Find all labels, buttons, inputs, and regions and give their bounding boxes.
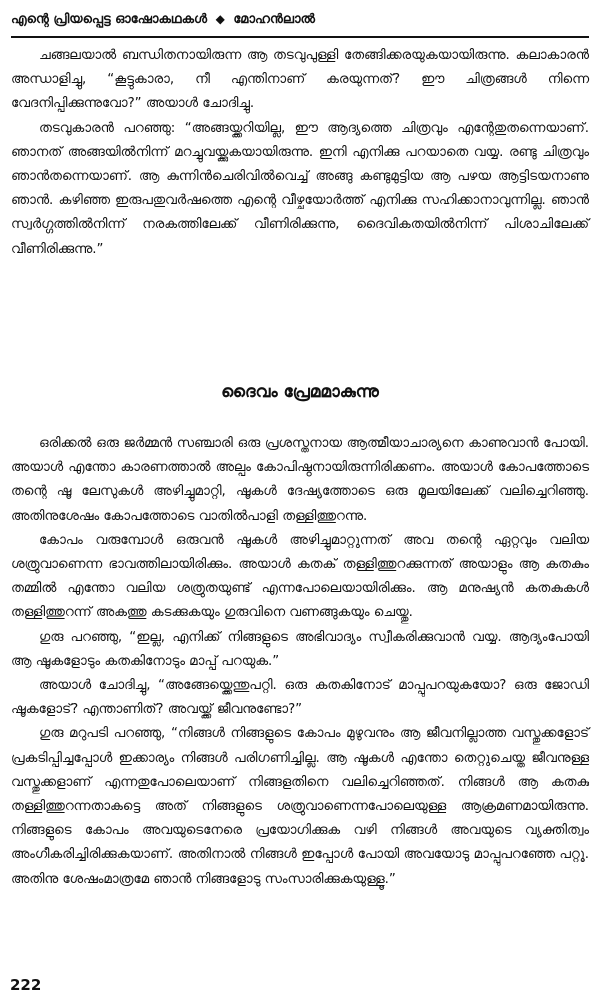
paragraph: ഗുരു പറഞ്ഞു, “ഇല്ല, എനിക്ക് നിങ്ങളുടെ അഭിവാദ്യം സ്വീകരിക്കുവാൻ വയ്യ. ആദ്യംപോയി ആ ഷൂകളോടും കതകിനോടും മാപ്പ് പറയുക.” (11, 629, 589, 669)
page-number: 222 (10, 976, 42, 994)
paragraph: ചങ്ങലയാൽ ബന്ധിതനായിരുന്ന ആ തടവുപുള്ളി തേങ്ങിക്കരയുകയായിരുന്നു. കലാകാരൻ അന്ധാളിച്ചു, “കൂട്ടുകാരാ, നീ എന്തിനാണ് കരയുന്നത്? ഈ ചിത്രങ്ങൾ നിന്നെ വേദനിപ്പിക്കുന്നുവോ?” അയാൾ ചോദിച്ചു. (11, 48, 589, 112)
author-name: മോഹൻലാൽ (233, 12, 316, 27)
running-header (11, 8, 589, 38)
previous-story-ending (11, 44, 589, 262)
book-title: എന്റെ പ്രിയപ്പെട്ട ഓഷോകഥകൾ (11, 12, 208, 27)
section-title: ദൈവം പ്രേമമാകുന്നു (221, 382, 379, 402)
diamond-separator-icon: ◆ (215, 12, 225, 26)
paragraph: അയാൾ ചോദിച്ചു, “അങ്ങേയ്ക്കെന്തുപറ്റി. ഒരു കതകിനോട് മാപ്പുപറയുകയോ? ഒരു ജോഡി ഷൂകളോട്? എന്താണിത്? അവയ്ക്ക് ജീവനുണ്ടോ?” (11, 678, 589, 718)
story-body (11, 432, 589, 892)
paragraph: ഗുരു മറുപടി പറഞ്ഞു, “നിങ്ങൾ നിങ്ങളുടെ കോപം മുഴുവനും ആ ജീവനില്ലാത്ത വസ്തുക്കളോട് പ്രകടിപ്പിച്ചപ്പോൾ ഇക്കാര്യം നിങ്ങൾ പരിഗണിച്ചില്ല. ആ ഷൂകൾ എന്തോ തെറ്റുചെയ്ത ജീവനുള്ള വസ്തുക്കളാണ് എന്നതുപോലെയാണ് നിങ്ങളതിനെ വലിച്ചെറിഞ്ഞത്. നിങ്ങൾ ആ കതകു തള്ളിത്തുറന്നതാകട്ടെ അത് നിങ്ങളുടെ ശത്രുവാണെന്നപോലെയുള്ള ആക്രമണമായിരുന്നു. നിങ്ങളുടെ കോപം അവയുടെനേരെ പ്രയോഗിക്കുക വഴി നിങ്ങൾ അവയുടെ വ്യക്തിത്വം അംഗീകരിച്ചിരിക്കുകയാണ്. അതിനാൽ നിങ്ങൾ ഇപ്പോൾ പോയി അവയോടു മാപ്പുപറഞ്ഞേ പറ്റൂ. അതിനു ശേഷംമാത്രമേ ഞാൻ നിങ്ങളോടു സംസാരിക്കുകയുള്ളൂ.” (11, 726, 589, 887)
paragraph: കോപം വരുമ്പോൾ ഒരുവൻ ഷൂകൾ അഴിച്ചുമാറ്റുന്നത് അവ തന്റെ ഏറ്റവും വലിയ ശത്രുവാണെന്ന ഭാവത്തിലായിരിക്കും. അയാൾ കതക് തള്ളിത്തുറക്കുന്നത് അയാളും ആ കതകും തമ്മിൽ എന്തോ വലിയ ശത്രുതയുണ്ട് എന്നപോലെയായിരിക്കും. ആ മനുഷ്യൻ കതകുകൾ തള്ളിത്തുറന്ന് അകത്തു കടക്കുകയും ഗുരുവിനെ വണങ്ങുകയും ചെയ്തു. (11, 532, 589, 621)
paragraph: ഒരിക്കൽ ഒരു ജർമ്മൻ സഞ്ചാരി ഒരു പ്രശസ്തനായ ആത്മീയാചാര്യനെ കാണുവാൻ പോയി. അയാൾ എന്തോ കാരണത്താൽ അല്പം കോപിഷ്ഠനായിരുന്നിരിക്കണം. അയാൾ കോപത്തോടെ തന്റെ ഷൂ ലേസുകൾ അഴിച്ചുമാറ്റി, ഷൂകൾ ദേഷ്യത്തോടെ ഒരു മൂലയിലേക്ക് വലിച്ചെറിഞ്ഞു. അതിനുശേഷം കോപത്തോടെ വാതിൽപാളി തള്ളിത്തുറന്നു. (11, 436, 589, 524)
paragraph: തടവുകാരൻ പറഞ്ഞു: “അങ്ങയ്ക്കറിയില്ല, ഈ ആദ്യത്തെ ചിത്രവും എന്റേതുതന്നെയാണ്. ഞാനത് അങ്ങയിൽനിന്ന് മറച്ചുവയ്ക്കുകയായിരുന്നു. ഇനി എനിക്കു പറയാതെ വയ്യ. രണ്ടു ചിത്രവും ഞാൻതന്നെയാണ്. ആ കുന്നിൻചെരിവിൽവെച്ച് അങ്ങു കണ്ടുമുട്ടിയ ആ പഴയ ആട്ടിടയനാണു ഞാൻ. കഴിഞ്ഞ ഇരുപതുവർഷത്തെ എന്റെ വീഴ്ചയോർത്ത് എനിക്കു സഹിക്കാനാവുന്നില്ല. ഞാൻ സ്വർഗ്ഗത്തിൽനിന്ന് നരകത്തിലേക്ക് വീണിരിക്കുന്നു, ദൈവികതയിൽനിന്ന് പിശാചിലേക്ക് വീണിരിക്കുന്നു.” (11, 120, 589, 257)
